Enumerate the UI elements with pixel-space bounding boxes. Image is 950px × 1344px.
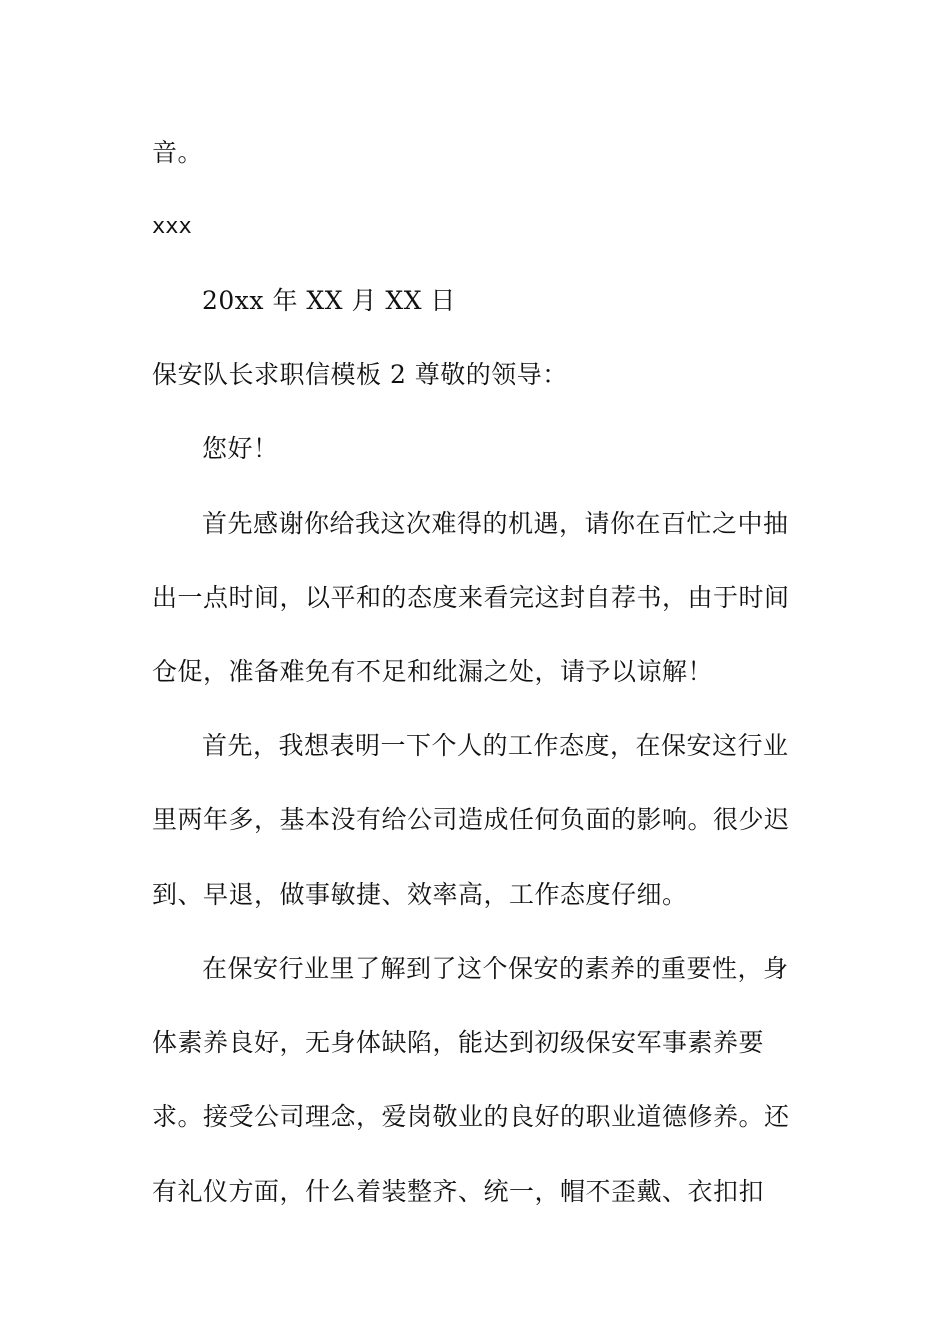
paragraph-2-line-3: 到、早退，做事敏捷、效率高，工作态度仔细。 [152,880,688,909]
signature-name: xxx [152,214,192,239]
paragraph-2-line-1: 首先，我想表明一下个人的工作态度，在保安这行业 [202,731,789,760]
paragraph-3-line-1: 在保安行业里了解到了这个保安的素养的重要性，身 [202,954,789,983]
signature-date: 20xx 年 XX 月 XX 日 [202,286,456,315]
paragraph-1-line-1: 首先感谢你给我这次难得的机遇，请你在百忙之中抽 [202,509,789,538]
greeting: 您好！ [202,434,279,463]
text-line-ending: 音。 [152,138,204,167]
paragraph-1-line-2: 出一点时间，以平和的态度来看完这封自荐书，由于时间 [152,583,790,612]
paragraph-3-line-3: 求。接受公司理念，爱岗敬业的良好的职业道德修养。还 [152,1102,790,1131]
paragraph-1-line-3: 仓促，准备难免有不足和纰漏之处，请予以谅解！ [152,657,714,686]
letter-title-salutation: 保安队长求职信模板 2 尊敬的领导： [152,360,568,389]
paragraph-3-line-2: 体素养良好，无身体缺陷，能达到初级保安军事素养要 [152,1028,765,1057]
paragraph-2-line-2: 里两年多，基本没有给公司造成任何负面的影响。很少迟 [152,805,790,834]
paragraph-3-line-4: 有礼仪方面，什么着装整齐、统一，帽不歪戴、衣扣扣 [152,1177,765,1206]
